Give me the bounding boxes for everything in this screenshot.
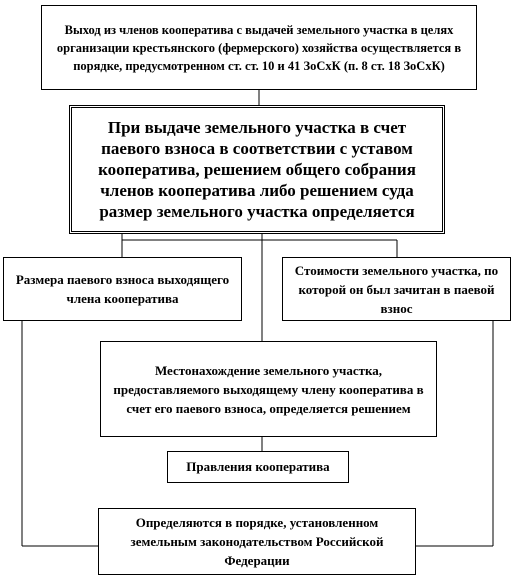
share-contribution-box: [3, 257, 242, 321]
land-law-box: [98, 508, 416, 575]
land-location-box: [100, 341, 437, 437]
share-contribution-text: Размера паевого взноса выходящего члена кооператива: [15, 272, 230, 306]
exit-procedure-text: Выход из членов кооператива с выдачей земельного участка в целях организации крестьянского (фермерского) хозяйства осуществляется в порядке, предусмотренном ст. ст. 10 и 41 ЗоСхК (п. 8 ст. 18 ЗоСхК): [56, 22, 462, 73]
land-law-text: Определяются в порядке, установленном земельным законодательством Российской Федерации: [130, 515, 384, 568]
land-size-determination-box: [69, 105, 445, 234]
exit-procedure-box: [41, 5, 477, 90]
land-value-box: [282, 257, 511, 321]
land-size-determination-text: При выдаче земельного участка в счет паевого взноса в соответствии с уставом кооператива, решением общего собрания членов кооператива либо решением суда размер земельного участка определяется: [98, 118, 416, 221]
board-decision-box: [167, 451, 349, 483]
board-decision-text: Правления кооператива: [186, 459, 330, 474]
land-value-text: Стоимости земельного участка, по которой он был зачитан в паевой взнос: [294, 262, 499, 316]
land-location-text: Местонахождение земельного участка, предоставляемого выходящему члену кооператива в счет его паевого взноса, определяется решением: [113, 362, 424, 416]
